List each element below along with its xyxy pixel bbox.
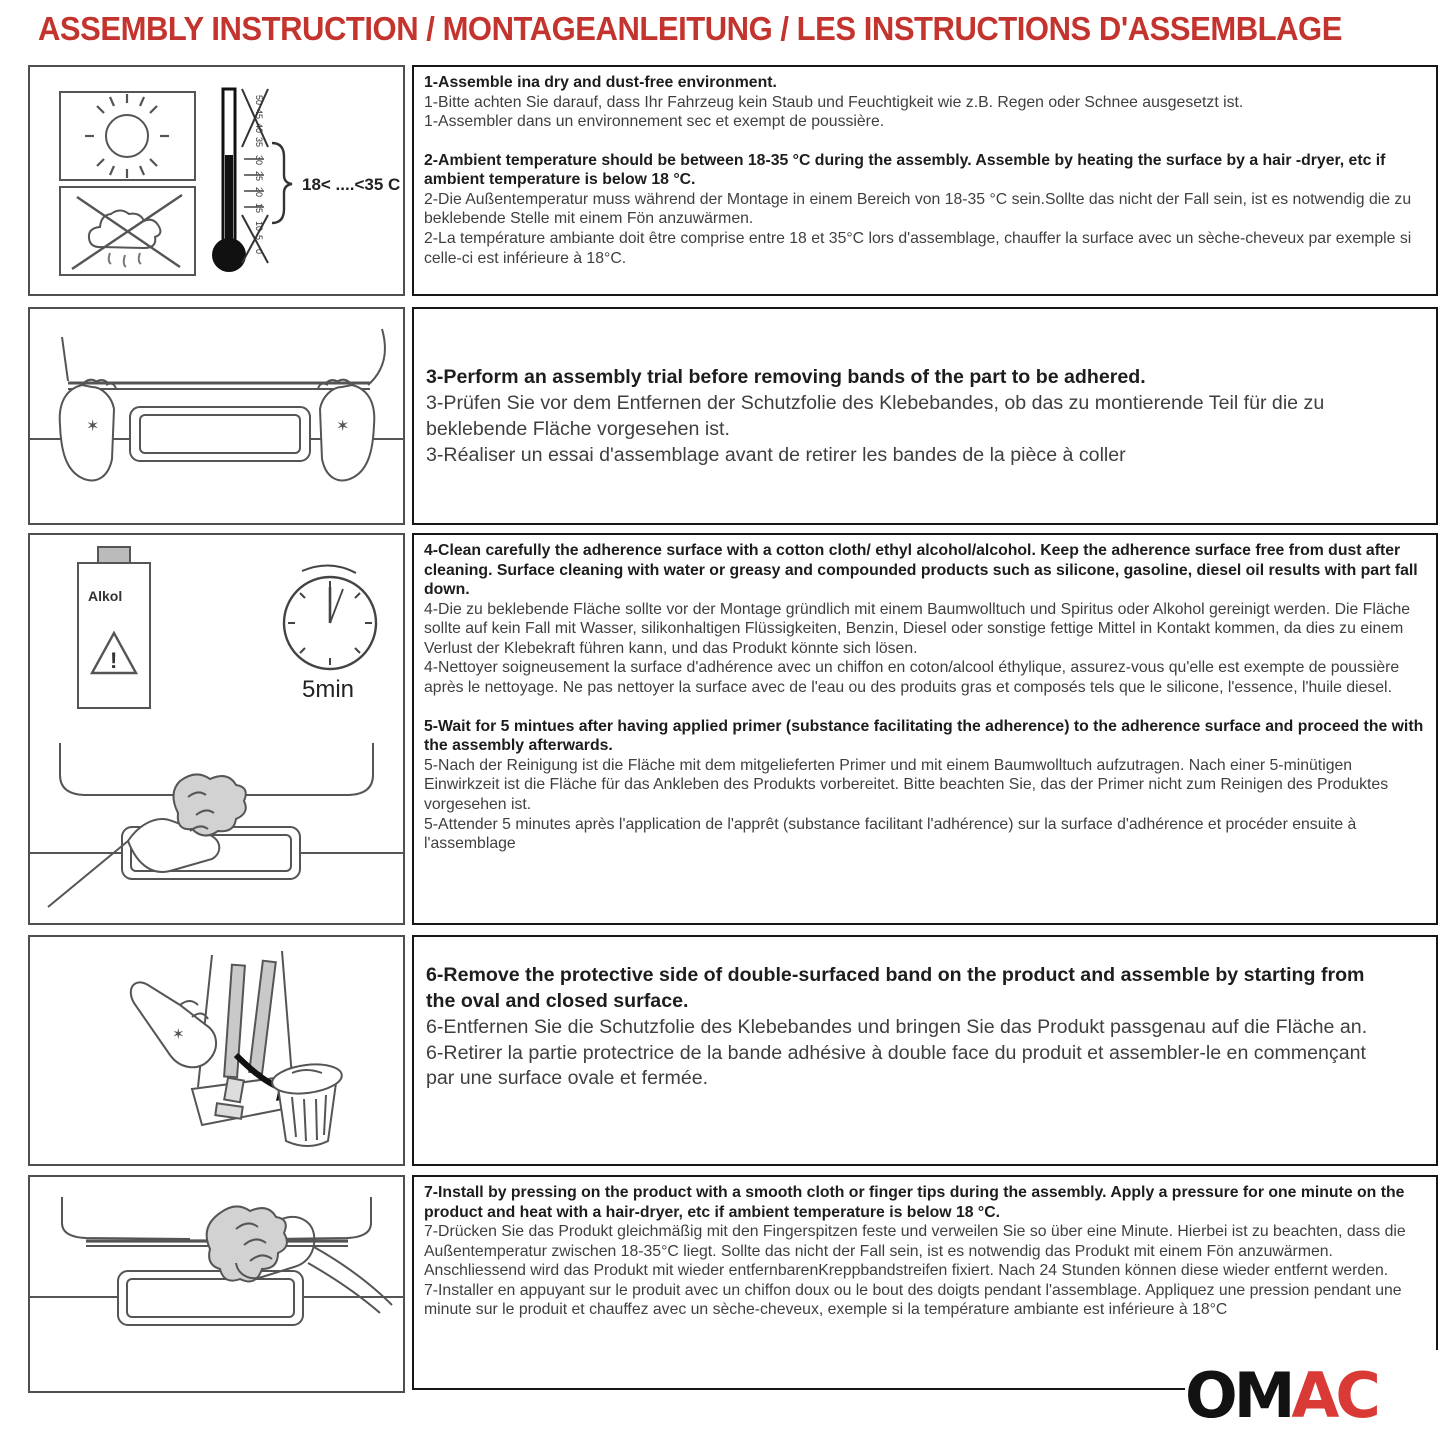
page-title: ASSEMBLY INSTRUCTION / MONTAGEANLEITUNG / LES INSTRUCTIONS D'ASSEMBLAGE (38, 10, 1342, 47)
wiping-scene (30, 743, 403, 907)
step1-illustration-box (28, 65, 405, 296)
svg-text:30: 30 (254, 155, 264, 166)
environment-temperature-illustration (30, 67, 403, 294)
step3-text-box (412, 307, 1438, 525)
svg-text:50: 50 (254, 95, 264, 106)
step1-en: 1-Assemble ina dry and dust-free environment. (424, 74, 777, 91)
step1-de: 1-Bitte achten Sie darauf, dass Ihr Fahrzeug kein Staub und Feuchtigkeit wie z.B. Regen oder Schnee ausgesetzt ist. (424, 93, 1244, 111)
svg-text:10: 10 (254, 221, 264, 232)
step2-fr: 2-La température ambiante doit être comprise entre 18 et 35°C lors d'assemblage, chauffer la surface avec un sèche-cheveux par exemple si celle-ci est inférieure à 18°C. (424, 230, 1412, 267)
step5-de: 5-Nach der Reinigung ist die Fläche mit dem mitgelieferten Primer und mit einem Baumwolltuch aufzutragen. Nach einer 5-minütigen Einwirkzeit ist die Fläche für das Ankleben des Produkts vorbereitet. Bitte beachten Sie, das der Primer nicht zum Reinigen des Produktes vorgesehen ist. (424, 756, 1389, 813)
svg-text:✶: ✶ (86, 416, 100, 435)
step3-fr: 3-Réaliser un essai d'assemblage avant de retirer les bandes de la pièce à coller (426, 443, 1126, 466)
omac-logo (1185, 1350, 1443, 1442)
step4-illustration-box (28, 533, 405, 925)
clock-icon (284, 565, 376, 703)
omac-logo-black-text: OM (1185, 1359, 1292, 1432)
svg-text:✶: ✶ (336, 416, 350, 435)
svg-text:35: 35 (254, 137, 264, 148)
step5-fr: 5-Attender 5 minutes après l'application de l'apprêt (substance facilitant l'adhérence) sur la surface d'adhérence et procéder ensuite à l'assemblage (424, 815, 1357, 853)
step2-de: 2-Die Außentemperatur muss während der Montage in einem Bereich von 18-35 °C sein.Sollte das nicht der Fall sein, ist es notwendig die zu beklebende Stelle mit einem Fön anzuwärmen. (424, 190, 1412, 228)
step7-illustration-box (28, 1175, 405, 1393)
svg-text:15: 15 (254, 203, 264, 214)
svg-text:✶: ✶ (172, 1025, 185, 1043)
hands-holding-trim-illustration (30, 309, 403, 523)
step1-fr: 1-Assembler dans un environnement sec et exempt de poussière. (424, 113, 885, 131)
step7-fr: 7-Installer en appuyant sur le produit avec un chiffon doux ou le bout des doigts pendant l'assemblage. Appliquez une pression pendant une minute sur le produit et chauffez avec un sèche-cheveux, exemple si la température ambiante est inférieure à 18°C (424, 1281, 1402, 1319)
right-hand (318, 380, 374, 481)
thermometer-icon (212, 89, 400, 272)
svg-text:Alkol: Alkol (88, 588, 123, 604)
step6-de: 6-Entfernen Sie die Schutzfolie des Klebebandes und bringen Sie das Produkt passgenau auf die Fläche an. (426, 1015, 1368, 1038)
omac-logo-red-text: AC (1291, 1359, 1377, 1432)
trash-can-icon (271, 1061, 344, 1146)
range-brace (272, 143, 292, 223)
step3-de: 3-Prüfen Sie vor dem Entfernen der Schutzfolie des Klebebandes, ob das zu montierende Teil für die zu beklebende Fläche vorgesehen ist. (426, 391, 1325, 440)
step7-en: 7-Install by pressing on the product with a smooth cloth or finger tips during the assembly. Apply a pressure for one minute on the product and heat with a hair-dryer, etc if ambient temperature is below 18 °C. (424, 1184, 1405, 1221)
step6-text-box (412, 935, 1438, 1166)
step5-en: 5-Wait for 5 mintues after having applied primer (substance facilitating the adherence) to the adherence surface and proceed the with the assembly afterwards. (424, 717, 1424, 755)
svg-text:20: 20 (254, 187, 264, 198)
svg-text:5: 5 (254, 235, 264, 241)
step4-text-box (412, 533, 1438, 925)
peel-band-illustration (30, 937, 403, 1164)
no-rain-icon (60, 187, 195, 275)
left-hand (60, 380, 116, 481)
step1-text-box (412, 65, 1438, 296)
cleaning-illustration (30, 535, 403, 923)
step4-en: 4-Clean carefully the adherence surface with a cotton cloth/ ethyl alcohol/alcohol. Keep the adherence surface free from dust after cleaning. Surface cleaning with water or greasy and compounded products such as silicone, gasoline, diesel oil results with part fall down. (424, 542, 1418, 599)
svg-text:40: 40 (254, 123, 264, 134)
svg-text:0: 0 (254, 249, 264, 255)
clock-duration-label: 5min (302, 676, 355, 703)
step4-fr: 4-Nettoyer soigneusement la surface d'adhérence avec un chiffon en coton/alcool éthylique, assurez-vous qu'elle est exempte de poussière après le nettoyage. Ne pas nettoyer la surface avec de l'eau ou des produits gras et composés tels que le silicone, l'essence, l'huile diesel. (424, 659, 1400, 697)
svg-text:25: 25 (254, 171, 264, 182)
step3-illustration-box (28, 307, 405, 525)
warning-exclamation: ! (110, 648, 118, 673)
step4-de: 4-Die zu beklebende Fläche sollte vor der Montage gründlich mit einem Baumwolltuch und Spiritus oder Alkohol gereinigt werden. Die Fläche sollte auf kein Fall mit Wasser, silikonhaltigen Flüssigkeiten, Benzin, Diesel oder sonstige fettige Mittel in Kontakt kommen, da dies zu einem Verlust der Klebekraft führen kann, und das Produkt könnte sich lösen. (424, 600, 1411, 657)
step3-en: 3-Perform an assembly trial before removing bands of the part to be adhered. (426, 366, 1146, 388)
step7-de: 7-Drücken Sie das Produkt gleichmäßig mit den Fingerspitzen feste und verweilen Sie so über eine Minute. Hierbei ist zu beachten, dass die Außentemperatur zwischen 18-35°C liegt. Sollte das nicht der Fall sein, ist es notwendig das Produkt mit einem Fön anzuwärmen. Anschliessend wird das Produkt mit wieder entfernbarenKreppbandstreifen fixiert. Nach 24 Stunden können diese wieder entfernt werden. (424, 1223, 1406, 1280)
sun-icon (60, 92, 195, 180)
step2-en: 2-Ambient temperature should be between 18-35 °C during the assembly. Assemble by heating the surface by a hair -dryer, etc if ambient temperature is below 18 °C. (424, 151, 1386, 189)
peeling-hand (131, 982, 216, 1067)
step6-en: 6-Remove the protective side of double-surfaced band on the product and assemble by starting from the oval and closed surface. (426, 964, 1365, 1012)
alcohol-bottle-icon (78, 547, 150, 708)
step6-fr: 6-Retirer la partie protectrice de la bande adhésive à double face du produit et assembler-le en commençant par une surface ovale et fermée. (426, 1041, 1366, 1090)
temperature-range-label: 18< ....<35 C (302, 175, 401, 194)
step6-illustration-box (28, 935, 405, 1166)
svg-text:45: 45 (254, 109, 264, 120)
press-product-illustration (30, 1177, 403, 1391)
